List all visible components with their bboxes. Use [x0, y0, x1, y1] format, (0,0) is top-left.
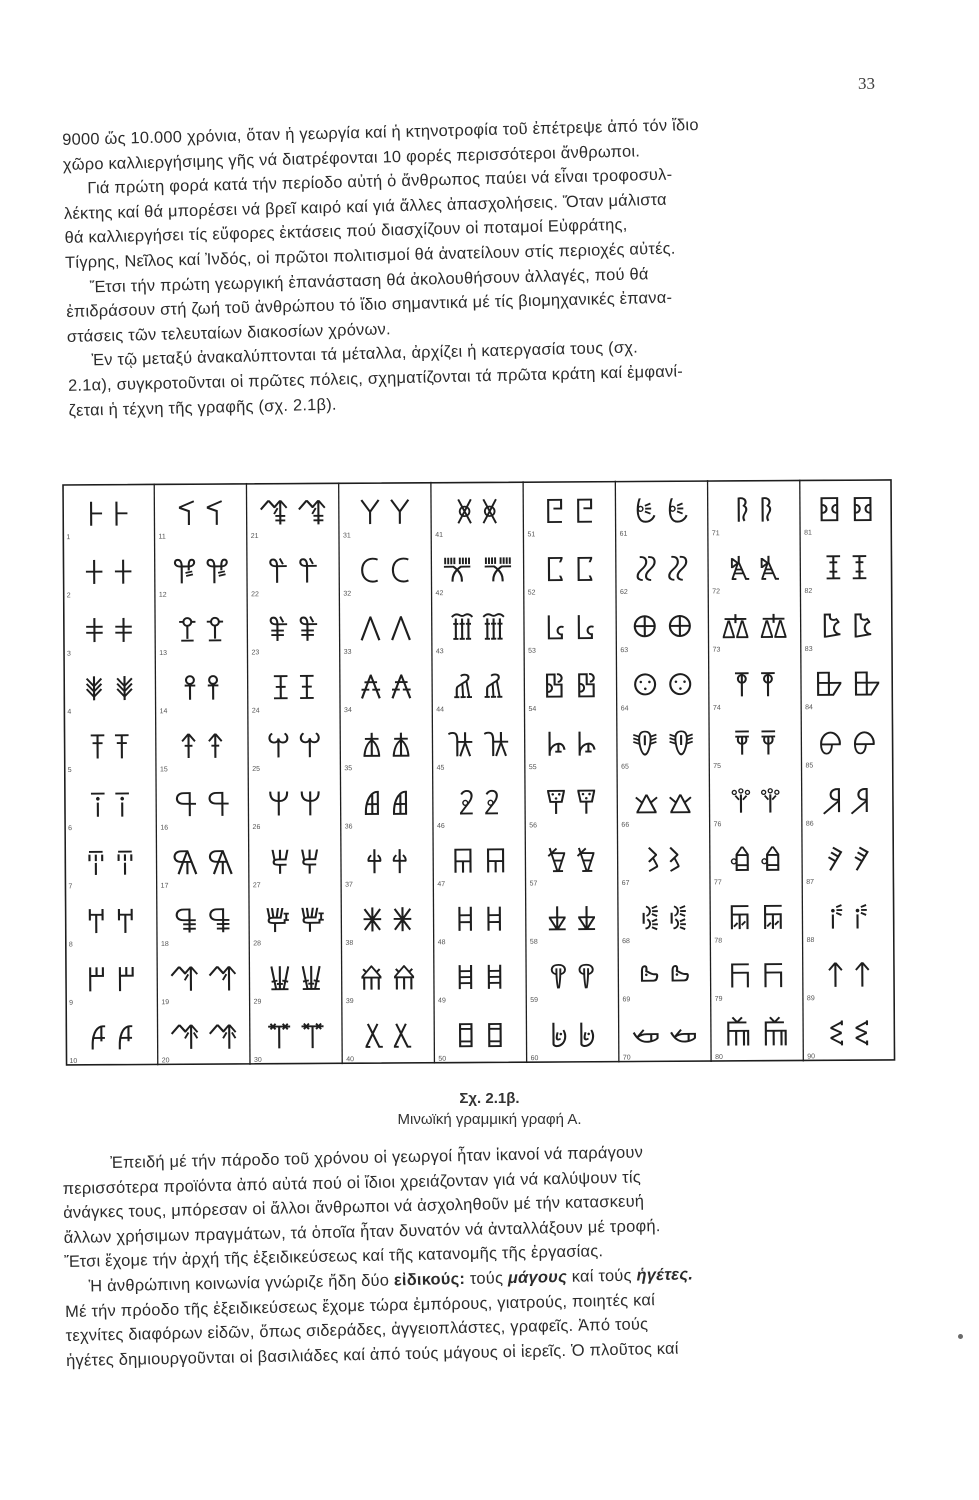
- linear-a-sign: 𐙌 𐙌: [730, 843, 782, 880]
- sign-cell-number: 59: [530, 996, 539, 1004]
- linear-a-sign: 𐙙 𐙙: [828, 1017, 870, 1054]
- sign-cell-number: 68: [622, 938, 630, 946]
- text-line: Μέ τήν πρόοδο τῆς ἐξειδικεύσεως ἔχομε τώρα ἐμπόρους, γιατρούς, ποιητές καί: [65, 1290, 656, 1321]
- linear-a-sign: 𐘏 𐘏: [174, 788, 231, 825]
- grid-column-line: [431, 482, 435, 1064]
- sign-cell-number: 69: [622, 996, 631, 1004]
- sign-cell-number: 56: [529, 822, 538, 830]
- linear-a-sign: 𐙇 𐙇: [729, 552, 780, 589]
- linear-a-sign: 𐘡 𐘡: [360, 671, 412, 707]
- sign-cell-number: 78: [714, 937, 723, 945]
- sign-cell-number: 42: [435, 590, 444, 598]
- sign-cell-number: 29: [253, 998, 262, 1006]
- sign-cell-number: 3: [67, 650, 71, 658]
- linear-a-sign: 𐙘 𐙘: [826, 959, 872, 995]
- sign-cell-number: 22: [251, 591, 259, 599]
- sign-cell-number: 71: [711, 530, 720, 538]
- linear-a-sign: 𐘛 𐘛: [265, 904, 326, 941]
- sign-cell-number: 16: [160, 824, 169, 832]
- linear-a-sign: 𐙉 𐙉: [733, 669, 777, 705]
- sign-cell-number: 82: [804, 587, 813, 595]
- linear-a-sign: 𐘶 𐘶: [545, 728, 597, 764]
- text-line: Ἐπειδή μέ τήν πάροδο τοῦ χρόνου οἱ γεωργοί ἦταν ἱκανοί νά παράγουν: [110, 1143, 644, 1173]
- linear-a-sign: 𐘵 𐘵: [542, 670, 599, 706]
- grid-column-line: [523, 481, 527, 1063]
- sign-cell-number: 85: [805, 762, 814, 770]
- sign-cell-number: 45: [436, 764, 445, 772]
- figure-label: Σχ. 2.1β.: [459, 1090, 520, 1107]
- text-line: στάσεις τῶν τελευταίων διακοσίων χρόνων.: [66, 320, 392, 346]
- linear-a-sign: 𐘻 𐘻: [549, 1019, 596, 1055]
- linear-a-sign: 𐘦 𐘦: [359, 962, 416, 998]
- linear-a-sign: 𐘌 𐘌: [178, 614, 225, 650]
- linear-a-sign: 𐘚 𐘚: [270, 846, 320, 882]
- linear-a-sign: 𐘑 𐘑: [174, 905, 232, 941]
- bottom-text: [62, 1135, 912, 1373]
- sign-cell-number: 55: [528, 764, 537, 772]
- linear-a-sign: 𐘥 𐘥: [361, 904, 413, 940]
- linear-a-sign: 𐘆 𐘆: [85, 847, 135, 883]
- sign-cell-number: 89: [806, 995, 815, 1003]
- sign-cell-number: 20: [161, 1057, 170, 1065]
- sign-cell-number: 80: [715, 1053, 723, 1062]
- sign-cell-number: 28: [253, 940, 262, 948]
- sign-cell-number: 4: [67, 708, 72, 716]
- linear-a-sign: 𐙐 𐙐: [817, 493, 875, 530]
- sign-cell-number: 27: [252, 882, 261, 890]
- linear-a-sign: 𐘢 𐘢: [361, 729, 411, 765]
- text-line: Ἔτσι τήν πρώτη γεωργική ἐπανάσταση θά ἀκολουθήσουν ἀλλαγές, πού θά: [89, 264, 649, 296]
- sign-cell-number: 19: [161, 999, 170, 1007]
- linear-a-sign: 𐘗 𐘗: [272, 671, 316, 708]
- text-line: 9000 ὥς 10.000 χρόνια, ὅταν ἡ γεωργία καί ἡ κτηνοτροφία τοῦ ἐπέτρεψε ἀπό τόν ἴδιο: [62, 116, 699, 149]
- linear-a-sign: 𐘋 𐘋: [172, 556, 229, 592]
- linear-a-sign: 𐘲 𐘲: [544, 495, 595, 531]
- sign-cell-number: 57: [529, 880, 538, 888]
- linear-a-sign: 𐘝 𐘝: [267, 1021, 325, 1057]
- sign-cell-number: 61: [619, 530, 628, 538]
- linear-a-sign: 𐙒 𐙒: [820, 610, 873, 646]
- page-number: 33: [858, 74, 875, 93]
- sign-cell-number: 73: [712, 646, 721, 654]
- linear-a-sign: 𐘎 𐘎: [179, 730, 225, 766]
- linear-a-sign: 𐘠 𐘠: [359, 613, 412, 649]
- linear-a-sign: 𐘀 𐘀: [87, 498, 130, 534]
- sign-cell-number: 88: [806, 937, 815, 945]
- linear-a-sign: 𐘳 𐘳: [544, 553, 595, 590]
- linear-a-sign: 𐘞 𐘞: [359, 496, 411, 533]
- text-line: Ἐν τῷ μεταξύ ἀνακαλύπτονται τά μέταλλα, ἀρχίζει ἡ κατεργασία τους (σχ.: [91, 338, 639, 370]
- text-line: ἀνάγκες τους, μπόρεσαν οἱ ἄλλοι ἄνθρωποι νά ἀσχοληθοῦν μέ τήν κατασκευή: [63, 1192, 645, 1223]
- sign-cell-number: 30: [253, 1056, 262, 1064]
- sign-cell-number: 86: [805, 820, 814, 828]
- linear-a-sign: 𐘘 𐘘: [267, 730, 321, 766]
- sign-cell-number: 53: [528, 647, 536, 655]
- text-line: χῶρο καλλιεργήσιμης γῆς νά διατρέφονται 10 φορές περισσότεροι ἄνθρωποι.: [62, 141, 641, 174]
- sign-cell-number: 17: [160, 882, 169, 890]
- sign-cell-number: 2: [66, 592, 71, 600]
- figure-title: Μινωϊκή γραμμική γραφή Α.: [397, 1111, 582, 1128]
- linear-a-sign: 𐘇 𐘇: [86, 905, 136, 942]
- sign-cell-number: 52: [527, 589, 536, 597]
- sign-cell-number: 76: [713, 821, 722, 829]
- sign-cell-number: 44: [436, 706, 445, 714]
- linear-a-sign: 𐘹 𐘹: [547, 903, 597, 939]
- linear-a-sign: 𐘧 𐘧: [364, 1020, 412, 1056]
- linear-a-sign: 𐘽 𐘽: [634, 553, 690, 589]
- sign-cell-number: 41: [435, 531, 444, 539]
- text-fragment: τούς: [464, 1269, 509, 1288]
- sign-cell-number: 75: [713, 762, 722, 771]
- text-line: θά καλλιεργήσει τίς εὔφορες ἐκτάσεις πού διασχίζουν οἱ ποταμοί Εὐφράτης,: [64, 216, 628, 248]
- text-line: Τίγρης, Νεῖλος καί Ἰνδός, οἱ πρῶτοι πολιτισμοί θά ἀνατείλουν στίς περιοχές αὐτές.: [64, 239, 676, 272]
- linear-a-sign: 𐘸 𐘸: [547, 844, 597, 881]
- linear-a-sign: 𐘊 𐘊: [177, 497, 224, 534]
- sign-cell-number: 11: [158, 533, 166, 541]
- linear-a-sign: 𐘙 𐘙: [267, 788, 322, 824]
- linear-a-sign: 𐘣 𐘣: [363, 787, 411, 824]
- sign-cell-number: 50: [438, 1055, 447, 1063]
- sign-cell-number: 38: [345, 939, 354, 947]
- linear-a-sign: 𐘟 𐘟: [359, 554, 412, 591]
- bold-italic-term: ἡγέτες.: [636, 1265, 694, 1285]
- linear-a-sign: 𐙁 𐙁: [634, 786, 693, 822]
- text-line: περισσότερα προϊόντα ἀπό αὐτά πού οἱ ἴδιοι χρειάζονταν γιά νά καλύψουν τίς: [62, 1167, 642, 1198]
- linear-a-figure: [62, 479, 896, 1066]
- linear-a-sign: 𐙗 𐙗: [828, 901, 869, 937]
- linear-a-sign: 𐘪 𐘪: [451, 612, 505, 648]
- margin-dot: [958, 1334, 963, 1339]
- sign-cell-number: 26: [252, 823, 261, 832]
- linear-a-sign: 𐘮 𐘮: [451, 845, 508, 881]
- linear-a-sign: 𐙆 𐙆: [734, 494, 774, 530]
- linear-a-sign: 𐙖 𐙖: [826, 843, 871, 879]
- sign-cell-number: 63: [620, 647, 629, 655]
- sign-cell-number: 72: [712, 588, 721, 596]
- sign-cell-number: 40: [346, 1056, 355, 1064]
- grid-column-line: [154, 483, 158, 1065]
- sign-cell-number: 65: [621, 763, 629, 771]
- bold-term: εἰδικούς:: [393, 1269, 466, 1290]
- linear-a-sign: 𐙏 𐙏: [724, 1018, 790, 1054]
- sign-cell-number: 83: [804, 646, 813, 654]
- sign-cell-number: 18: [161, 940, 169, 949]
- linear-a-sign: 𐘖 𐘖: [268, 613, 319, 650]
- linear-a-sign: 𐙊 𐙊: [733, 727, 777, 763]
- sign-cell-number: 49: [438, 997, 446, 1005]
- text-line: 2.1α), συγκροτοῦνται οἱ πρῶτες πόλεις, σχηματίζονται τά πρῶτα κράτη καί ἐμφανί-: [67, 362, 684, 395]
- linear-a-sign: 𐘺 𐘺: [549, 961, 596, 997]
- linear-a-sign: 𐘜 𐘜: [268, 962, 323, 999]
- sign-cell-number: 15: [159, 766, 168, 774]
- linear-a-sign: 𐘅 𐘅: [90, 789, 130, 825]
- linear-a-sign: 𐙎 𐙎: [728, 960, 786, 996]
- linear-a-sign: 𐘯 𐘯: [455, 903, 505, 939]
- linear-a-sign: 𐙈 𐙈: [721, 610, 789, 647]
- sign-cell-number: 5: [67, 766, 72, 774]
- grid-column-line: [615, 481, 619, 1063]
- text-line: Γιά πρώτη φορά κατά τήν περίοδο αὐτή ὁ ἄνθρωπος παύει νά εἶναι τροφοσυλ-: [87, 165, 673, 198]
- linear-a-sign: 𐘬 𐘬: [447, 728, 510, 765]
- sign-cell-number: 25: [252, 765, 261, 773]
- text-line: τεχνίτες διαφόρων εἰδῶν, ὅπως σιδεράδες, ἀγγειοπλάστες, γραφεῖς. Ἀπό τούς: [65, 1315, 649, 1346]
- sign-cell-number: 21: [250, 533, 259, 541]
- text-line: ἡγέτες δημιουργοῦνται οἱ βασιλιάδες καί ἀπό τούς μάγους οἱ ἱερεῖς. Ὁ πλοῦτος καί: [66, 1339, 679, 1370]
- sign-cell-number: 43: [435, 648, 444, 656]
- sign-cell-number: 8: [68, 941, 73, 949]
- linear-a-sign: 𐘼 𐘼: [634, 495, 690, 531]
- linear-a-sign: 𐙅 𐙅: [632, 1018, 698, 1055]
- linear-a-sign: 𐙍 𐙍: [727, 901, 785, 938]
- sign-cell-number: 33: [343, 648, 352, 656]
- linear-a-sign: 𐙂 𐙂: [647, 844, 681, 880]
- linear-a-sign: 𐘫 𐘫: [452, 670, 504, 707]
- text-line: ζεται ἡ τέχνη τῆς γραφῆς (σχ. 2.1β).: [68, 395, 337, 420]
- sign-cell-number: 64: [620, 705, 629, 713]
- linear-a-sign: 𐘈 𐘈: [86, 964, 137, 1000]
- sign-cell-number: 77: [713, 879, 722, 887]
- linear-a-sign: 𐘓 𐘓: [170, 1021, 238, 1058]
- text-fragment: καί τούς: [566, 1266, 637, 1286]
- linear-a-sign: 𐘁 𐘁: [84, 556, 134, 592]
- sign-cell-number: 90: [807, 1053, 816, 1061]
- linear-a-sign-grid: [62, 479, 896, 1066]
- linear-a-sign: 𐙄 𐙄: [638, 960, 691, 996]
- linear-a-sign: 𐘍 𐘍: [183, 672, 221, 708]
- sign-cell-number: 47: [437, 881, 446, 889]
- sign-cell-number: 13: [159, 649, 168, 658]
- linear-a-sign: 𐘷 𐘷: [545, 786, 597, 822]
- linear-a-sign: 𐘕 𐘕: [267, 555, 319, 591]
- sign-cell-number: 67: [621, 879, 630, 887]
- sign-cell-number: 31: [342, 532, 351, 540]
- sign-cell-number: 14: [159, 708, 168, 716]
- sign-cell-number: 66: [621, 821, 630, 829]
- linear-a-sign: 𐙑 𐙑: [824, 552, 868, 588]
- linear-a-sign: 𐘔 𐘔: [259, 497, 327, 533]
- linear-a-sign: 𐙓 𐙓: [814, 668, 881, 704]
- text-line: λέκτης καί θά μπορέσει νά βρεῖ καιρό καί γιά ἄλλες ἀπασχολήσεις. Ὅταν μάλιστα: [63, 190, 668, 223]
- text-line: ἄλλων χρήσιμων πραγμάτων, τά ὁποῖα ἦταν δυνατόν νά ἀνταλλάξουν μέ τροφή.: [63, 1216, 661, 1247]
- sign-cell-number: 62: [619, 588, 628, 596]
- grid-column-line: [246, 483, 250, 1065]
- linear-a-sign: 𐘂 𐘂: [84, 614, 134, 651]
- linear-a-sign: 𐘤 𐘤: [366, 845, 408, 882]
- sign-cell-number: 60: [530, 1055, 539, 1063]
- sign-cell-number: 48: [437, 939, 446, 947]
- linear-a-sign: 𐙀 𐙀: [631, 727, 695, 764]
- sign-cell-number: 12: [158, 591, 167, 599]
- linear-a-sign: 𐘴 𐘴: [544, 612, 596, 648]
- bold-italic-term: μάγους: [507, 1267, 568, 1288]
- sign-cell-number: 10: [69, 1057, 78, 1065]
- linear-a-sign: 𐘃 𐘃: [83, 673, 136, 709]
- linear-a-sign: 𐘾 𐘾: [631, 611, 693, 647]
- grid-column-line: [339, 482, 343, 1064]
- sign-cell-number: 35: [344, 765, 353, 773]
- sign-cell-number: 6: [68, 825, 73, 833]
- linear-a-sign: 𐘉 𐘉: [89, 1022, 134, 1058]
- sign-cell-number: 74: [712, 704, 721, 712]
- sign-cell-number: 23: [251, 649, 260, 657]
- sign-cell-number: 24: [251, 707, 260, 715]
- top-text: [62, 108, 915, 423]
- grid-column-line: [708, 480, 712, 1062]
- sign-cell-number: 36: [344, 823, 353, 831]
- linear-a-sign: 𐘄 𐘄: [90, 731, 130, 767]
- sign-cell-number: 7: [68, 883, 73, 891]
- sign-cell-number: 32: [343, 590, 352, 598]
- sign-cell-number: 39: [345, 998, 354, 1006]
- linear-a-sign: 𐘐 𐘐: [171, 847, 234, 883]
- sign-cell-number: 9: [69, 999, 74, 1007]
- sign-cell-number: 79: [714, 995, 723, 1003]
- linear-a-sign: 𐘰 𐘰: [455, 961, 505, 998]
- linear-a-sign: 𐘿 𐘿: [632, 669, 694, 706]
- linear-a-sign: 𐘭 𐘭: [458, 787, 500, 823]
- sign-cell-number: 37: [345, 881, 353, 889]
- sign-cell-number: 81: [804, 529, 812, 537]
- sign-cell-number: 70: [622, 1054, 631, 1062]
- text-fragment: Ἡ ἀνθρώπινη κοινωνία γνώριζε ἤδη δύο: [88, 1271, 395, 1296]
- sign-cell-number: 87: [806, 878, 815, 886]
- linear-a-sign: 𐙋 𐙋: [730, 785, 781, 821]
- sign-cell-number: 1: [66, 534, 71, 542]
- linear-a-sign: 𐘱 𐘱: [456, 1020, 505, 1056]
- sign-cell-number: 51: [527, 531, 536, 539]
- sign-cell-number: 34: [344, 707, 352, 715]
- linear-a-sign: 𐘨 𐘨: [456, 496, 498, 532]
- sign-cell-number: 84: [805, 704, 813, 712]
- text-line: ἐπιδράσουν στή ζωή τοῦ ἀνθρώπου τό ἴδιο σημαντικά μέ τίς βιομηχανικές ἐπανα-: [66, 288, 673, 322]
- sign-cell-number: 46: [436, 822, 445, 830]
- grid-column-line: [800, 479, 804, 1061]
- sign-cell-number: 58: [529, 938, 538, 946]
- text-line: Ἔτσι ἔχομε τήν ἀρχή τῆς ἐξειδικεύσεως καί τῆς κατανομῆς τῆς ἐργασίας.: [64, 1242, 604, 1272]
- linear-a-sign: 𐙃 𐙃: [640, 902, 688, 938]
- sign-cell-number: 54: [528, 705, 537, 713]
- linear-a-sign: 𐙕 𐙕: [824, 784, 871, 821]
- linear-a-sign: 𐙔 𐙔: [818, 726, 877, 763]
- linear-a-sign: 𐘒 𐘒: [169, 963, 237, 999]
- linear-a-sign: 𐘩 𐘩: [441, 554, 514, 590]
